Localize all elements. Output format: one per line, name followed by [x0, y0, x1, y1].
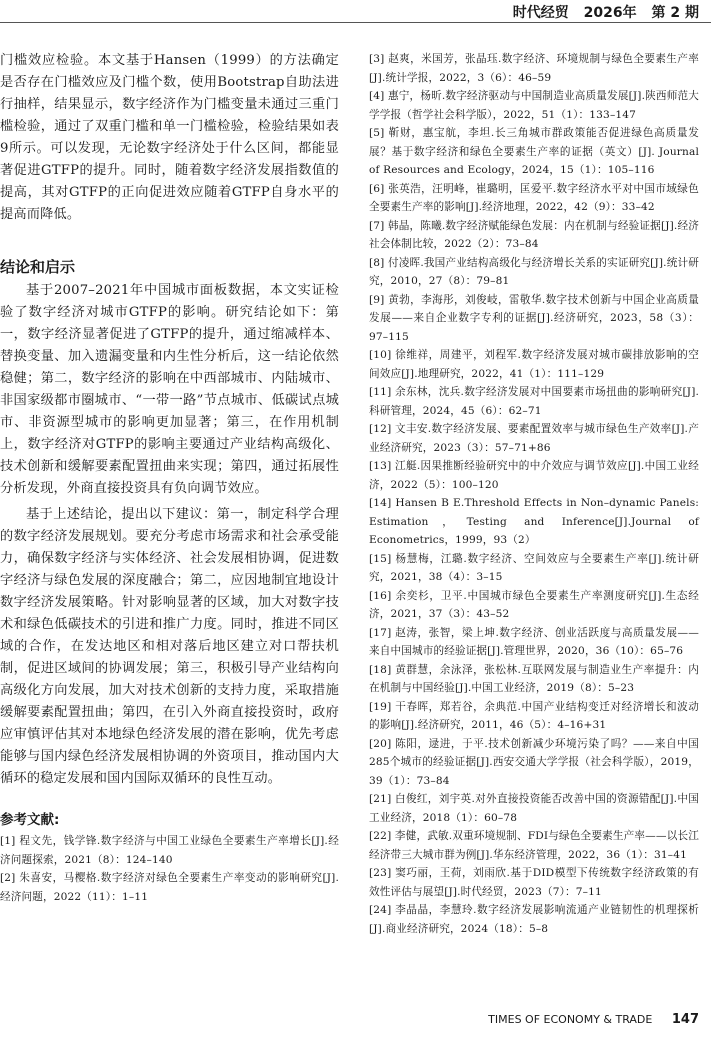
reference-item: [14] Hansen B E.Threshold Effects in Non–dynamic Panels: Estimation，Testing and Inference[J].Journal of Econometrics，1999，93（2）	[369, 497, 699, 546]
right-column	[369, 50, 699, 938]
reference-item: [20] 陈阳，逯进，于平.技术创新减少环境污染了吗？——来自中国285个城市的经验证据[J].西安交通大学学报（社会科学版），2019，39（1）：73–84	[369, 737, 699, 787]
reference-item: [5] 靳财，惠宝航，李坦.长三角城市群政策能否促进绿色高质量发展？基于数字经济和绿色全要素生产率的证据（英文）[J]. Journal of Resources and Ecology，2024，15（1）：105–116	[369, 127, 699, 176]
reference-item: [22] 李健，武敏.双重环境规制、FDI与绿色全要素生产率——以长江经济带三大城市群为例[J].华东经济管理，2022，36（1）：31–41	[369, 830, 699, 861]
journal-english-name: TIMES OF ECONOMY & TRADE	[488, 1013, 653, 1026]
references-title: 参考文献:	[0, 812, 60, 828]
reference-item: [18] 黄群慧，余泳泽，张松林.互联网发展与制造业生产率提升：内在机制与中国经验[J].中国工业经济，2019（8）：5–23	[369, 663, 699, 694]
reference-item: [12] 文丰安.数字经济发展、要素配置效率与城市绿色生产效率[J].产业经济研究，2023（3）：57–71+86	[369, 423, 699, 454]
reference-item: [6] 张英浩，汪明峰，崔璐明，匡爱平.数字经济水平对中国市域绿色全要素生产率的影响[J].经济地理，2022，42（9）：33–42	[369, 182, 699, 213]
left-column	[0, 50, 339, 906]
reference-item: [15] 杨慧梅，江璐.数字经济、空间效应与全要素生产率[J].统计研究，2021，38（4）：3–15	[369, 552, 699, 583]
page-header	[0, 0, 711, 23]
reference-item: [3] 赵爽，米国芳，张晶珏.数字经济、环境规制与绿色全要素生产率[J].统计学报，2022，3（6）：46–59	[369, 53, 699, 84]
issue-number: 第 2 期	[651, 5, 699, 21]
reference-item: [16] 余奕杉，卫平.中国城市绿色全要素生产率测度研究[J].生态经济，2021，37（3）：43–52	[369, 589, 699, 620]
reference-item: [9] 黄勃，李海彤，刘俊岐，雷敬华.数字技术创新与中国企业高质量发展——来自企业数字专利的证据[J].经济研究，2023，58（3）：97–115	[369, 293, 699, 343]
conclusion-paragraph: 基于2007–2021年中国城市面板数据，本文实证检验了数字经济对城市GTFP的影响。研究结论如下：第一，数字经济显著促进了GTFP的提升，通过缩减样本、替换变量、加入遗漏变量和内生性分析后，这一结论依然稳健；第二，数字经济的影响在中西部城市、内陆城市、非国家级都市圈城市、“一带一路”节点城市、低碳试点城市、非资源型城市的影响更加显著；第三，在作用机制上，数字经济对GTFP的影响主要通过产业结构高级化、技术创新和缓解要素配置扭曲来实现；第四，通过拓展性分析发现，外商直接投资具有负向调节效应。	[0, 283, 339, 496]
reference-item: [21] 白俊红，刘宇英.对外直接投资能否改善中国的资源错配[J].中国工业经济，2018（1）：60–78	[369, 793, 699, 824]
reference-item: [2] 朱喜安，马樱格.数字经济对绿色全要素生产率变动的影响研究[J].经济问题，2022（11）：1–11	[0, 872, 339, 903]
reference-item: [10] 徐维祥，周建平，刘程军.数字经济发展对城市碳排放影响的空间效应[J].地理研究，2022，41（1）：111–129	[369, 349, 699, 380]
reference-item: [7] 韩晶，陈曦.数字经济赋能绿色发展：内在机制与经验证据[J].经济社会体制比较，2022（2）：73–84	[369, 219, 699, 250]
reference-item: [23] 窦巧丽，王荷，刘雨欣.基于DID模型下传统数字经济政策的有效性评估与展望[J].时代经贸，2023（7）：7–11	[369, 867, 699, 898]
page-number: 147	[671, 1012, 699, 1027]
page-footer	[488, 1012, 699, 1027]
journal-name: 时代经贸	[512, 5, 569, 21]
suggestions-paragraph: 基于上述结论，提出以下建议：第一，制定科学合理的数字经济发展规划。要充分考虑市场需求和社会承受能力，确保数字经济与实体经济、社会发展相协调，促进数字经济与绿色发展的深度融合；第二，应因地制宜地设计数字经济发展策略。针对影响显著的区域，加大对数字技术和绿色低碳技术的引进和推广力度。同时，推进不同区域的合作，在发达地区和相对落后地区建立对口帮扶机制，促进区域间的协调发展；第三，积极引导产业结构向高级化方向发展，加大对技术创新的支持力度，采取措施缓解要素配置扭曲；第四，在引入外商直接投资时，政府应审慎评估其对本地绿色经济发展的潜在影响，优先考虑能够与国内绿色经济发展相协调的外资项目，推动国内大循环的稳定发展和国内国际双循环的良性互动。	[0, 507, 339, 786]
threshold-paragraph: 门槛效应检验。本文基于Hansen（1999）的方法确定是否存在门槛效应及门槛个数，使用Bootstrap自助法进行抽样，结果显示，数字经济作为门槛变量未通过三重门槛检验，通过了双重门槛和单一门槛检验，检验结果如表9所示。可以发现，无论数字经济处于什么区间，都能显著促进GTFP的提升。同时，随着数字经济发展指数值的提高，其对GTFP的正向促进效应随着GTFP自身水平的提高而降低。	[0, 53, 339, 222]
reference-item: [19] 干春晖，郑若谷，余典范.中国产业结构变迁对经济增长和波动的影响[J].经济研究，2011，46（5）：4–16+31	[369, 700, 699, 731]
issue-year: 2026年	[583, 5, 637, 21]
reference-item: [17] 赵涛，张智，梁上坤.数字经济、创业活跃度与高质量发展——来自中国城市的经验证据[J].管理世界，2020，36（10）：65–76	[369, 626, 699, 657]
header-info	[503, 2, 699, 22]
reference-item: [11] 余东林，沈兵.数字经济发展对中国要素市场扭曲的影响研究[J].科研管理，2024，45（6）：62–71	[369, 386, 699, 417]
section-title: 结论和启示	[0, 258, 76, 276]
reference-item: [8] 付凌晖.我国产业结构高级化与经济增长关系的实证研究[J].统计研究，2010，27（8）：79–81	[369, 256, 699, 287]
reference-item: [1] 程文先，钱学锋.数字经济与中国工业绿色全要素生产率增长[J].经济问题探索，2021（8）：124–140	[0, 835, 339, 866]
reference-item: [4] 惠宁，杨昕.数字经济驱动与中国制造业高质量发展[J].陕西师范大学学报（哲学社会科学版），2022，51（1）：133–147	[369, 90, 699, 121]
reference-item: [13] 江艇.因果推断经验研究中的中介效应与调节效应[J].中国工业经济，2022（5）：100–120	[369, 460, 699, 491]
reference-item: [24] 李晶晶，李慧玲.数字经济发展影响流通产业链韧性的机理探析[J].商业经济研究，2024（18）：5–8	[369, 904, 699, 935]
